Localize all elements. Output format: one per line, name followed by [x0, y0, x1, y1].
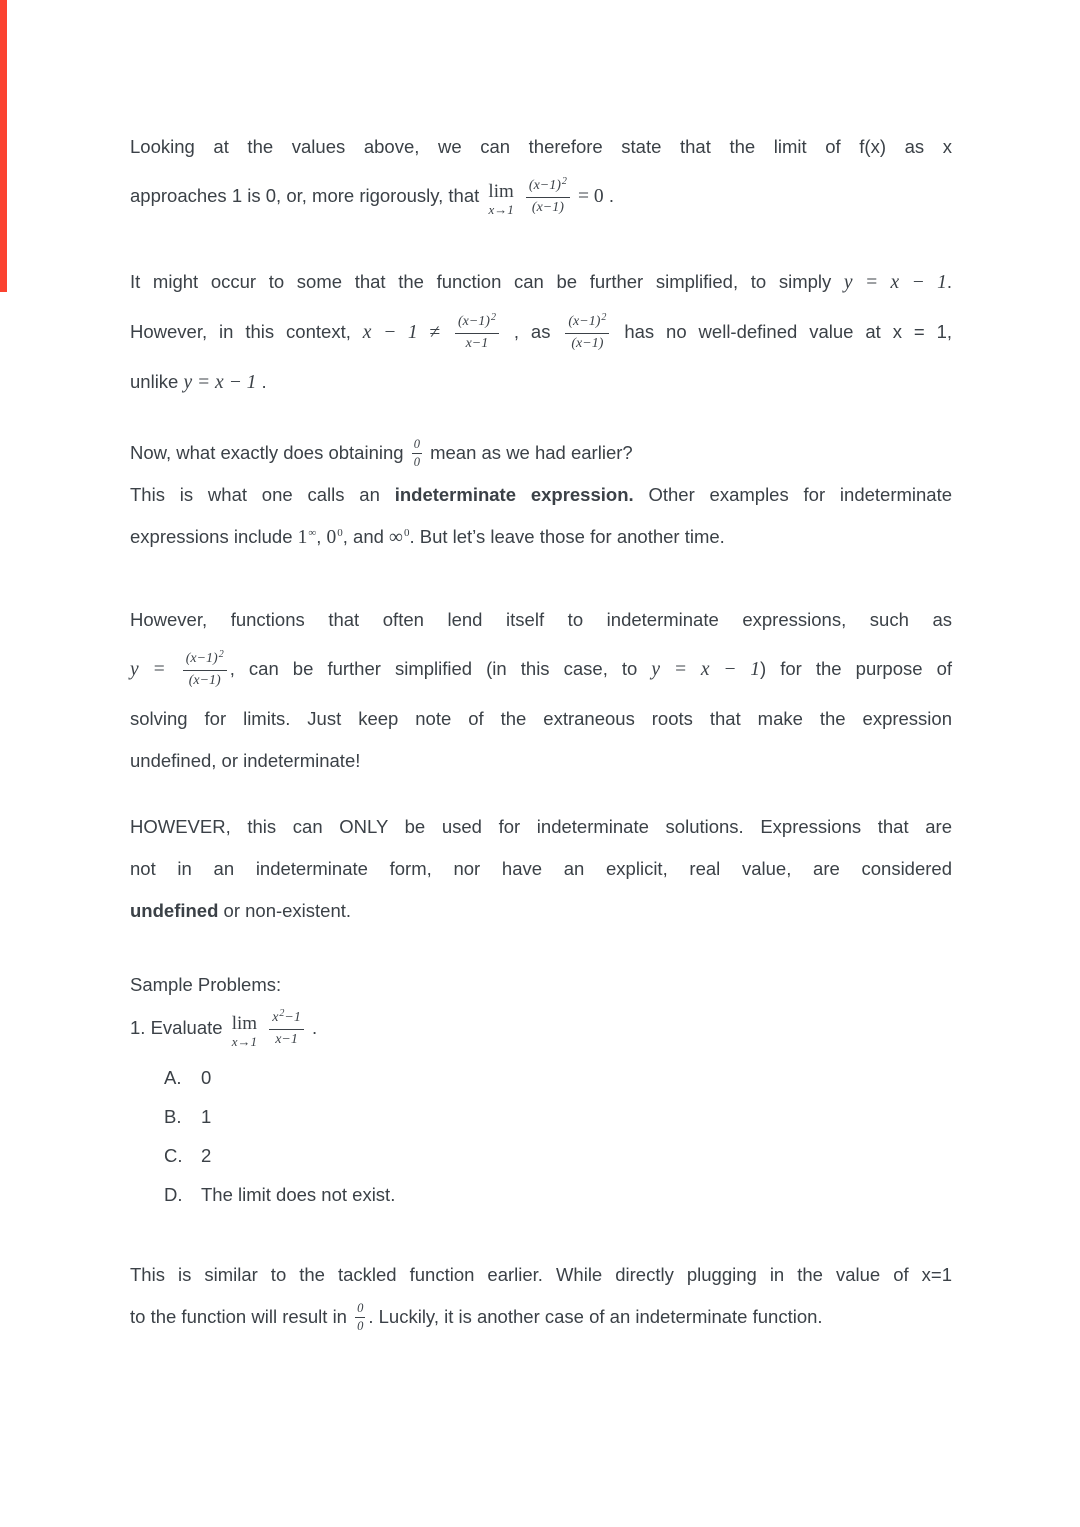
paragraph-line	[130, 599, 952, 641]
fraction: $\frac{(x-1)^2}{(x-1)}$	[183, 648, 227, 689]
option-value: The limit does not exist.	[201, 1184, 396, 1205]
text-run: .	[946, 271, 952, 292]
text-run: . Luckily, it is another case of an indeterminate function.	[368, 1306, 823, 1327]
text-run: However, functions that often lend itself to indeterminate expressions, such as	[130, 609, 952, 630]
text-run: solving for limits. Just keep note of the extraneous roots that make the expression	[130, 708, 952, 729]
option-row-b	[130, 1097, 952, 1136]
text-run: to the function will result in	[130, 1306, 347, 1327]
fraction: $\frac{0}{0}$	[413, 437, 420, 470]
text-run: expressions include	[130, 526, 293, 547]
text-run: ,	[316, 526, 322, 547]
limit-operator: lim x→1	[231, 1013, 258, 1050]
paragraph-line	[130, 516, 952, 561]
text-run: It might occur to some that the function can be further simplified, to simply	[130, 271, 832, 292]
paragraph-2	[130, 261, 952, 404]
option-value: 0	[201, 1067, 212, 1088]
paragraph-line	[130, 848, 952, 890]
paragraph-line	[130, 890, 952, 932]
text-run: Now, what exactly does obtaining	[130, 442, 404, 463]
option-value: 1	[201, 1106, 212, 1127]
text-run: not in an indeterminate form, nor have an explicit, real value, are considered	[130, 858, 952, 879]
paragraph-3	[130, 432, 952, 561]
text-run: HOWEVER, this can ONLY be used for indeterminate solutions. Expressions that are	[130, 816, 952, 837]
fraction: $\frac{(x-1)^2}{x-1}$	[455, 311, 499, 352]
text-run: 1. Evaluate	[130, 1017, 223, 1038]
inline-math: = 0	[578, 186, 604, 207]
text-run: . But let’s leave those for another time.	[409, 526, 725, 547]
text-run: or non-existent.	[223, 900, 352, 921]
text-run: Sample Problems:	[130, 974, 282, 995]
paragraph-line	[130, 474, 952, 516]
superscript-expression: ∞$^0$	[389, 527, 410, 548]
option-letter: B.	[164, 1106, 182, 1127]
paragraph-6	[130, 1254, 952, 1338]
paragraph-line	[130, 126, 952, 168]
text-run: , as	[513, 321, 551, 342]
paragraph-line	[130, 1254, 952, 1296]
text-run: Looking at the values above, we can therefore state that the limit of f(x) as x	[130, 136, 952, 157]
answer-options	[130, 1058, 952, 1214]
inline-math: x − 1 ≠	[362, 322, 441, 343]
option-letter: A.	[164, 1067, 182, 1088]
fraction: $\frac{0}{0}$	[357, 1301, 364, 1334]
inline-math: y = x − 1	[183, 372, 257, 393]
text-run: However, in this context,	[130, 321, 351, 342]
inline-math: y = x − 1	[843, 272, 947, 293]
text-run: This is similar to the tackled function earlier. While directly plugging in the value of x=1	[130, 1264, 952, 1285]
paragraph-line	[130, 304, 952, 361]
superscript-expression: $0^0$	[326, 527, 343, 548]
paragraph-line	[130, 806, 952, 848]
text-run: .	[608, 185, 614, 206]
text-run: , can be further simplified (in this case, to	[229, 658, 638, 679]
paragraph-line	[130, 698, 952, 740]
limit-operator: lim x→1	[488, 181, 514, 218]
text-run: .	[261, 371, 267, 392]
text-run: ) for the purpose of	[760, 658, 953, 679]
inline-math: y = x − 1	[651, 659, 760, 680]
text-run: .	[312, 1017, 318, 1038]
option-letter: D.	[164, 1184, 183, 1205]
paragraph-line	[130, 1296, 952, 1338]
problem-1	[130, 1000, 952, 1056]
text-run: approaches 1 is 0, or, more rigorously, that	[130, 185, 480, 206]
text-run: mean as we had earlier?	[430, 442, 633, 463]
fraction: $\frac{x^2-1}{x-1}$	[269, 1007, 304, 1048]
option-row-c	[130, 1136, 952, 1175]
option-row-a	[130, 1058, 952, 1097]
text-run: has no well-defined value at x = 1,	[624, 321, 953, 342]
superscript-expression: 1∞	[297, 527, 317, 548]
paragraph-line	[130, 261, 952, 304]
paragraph-4	[130, 599, 952, 782]
option-value: 2	[201, 1145, 212, 1166]
text-run: , and	[342, 526, 384, 547]
option-row-d	[130, 1175, 952, 1214]
text-run: Other examples for indeterminate	[648, 484, 953, 505]
fraction: $\frac{(x-1)^2}{(x-1)}$	[565, 311, 609, 352]
fraction: $\frac{(x-1)^2}{(x-1)}$	[526, 175, 570, 216]
bold-text-run: undefined	[130, 900, 219, 921]
paragraph-line	[130, 432, 952, 474]
text-run: unlike	[130, 371, 179, 392]
text-run: This is what one calls an	[130, 484, 380, 505]
paragraph-1	[130, 126, 952, 225]
bold-text-run: indeterminate expression.	[394, 484, 634, 505]
text-run: undefined, or indeterminate!	[130, 750, 361, 771]
annotation-bar	[0, 0, 7, 292]
option-letter: C.	[164, 1145, 183, 1166]
paragraph-line	[130, 740, 952, 782]
paragraph-line	[130, 168, 952, 225]
inline-math: y =	[130, 659, 166, 680]
paragraph-line	[130, 641, 952, 698]
paragraph-line	[130, 361, 952, 404]
paragraph-5	[130, 806, 952, 932]
